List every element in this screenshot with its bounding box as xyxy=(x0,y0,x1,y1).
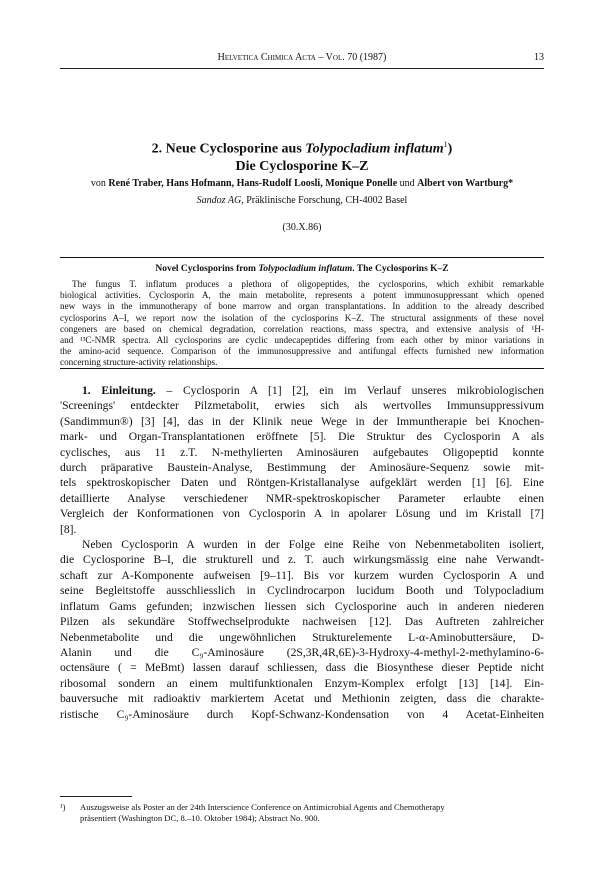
abstract-body xyxy=(60,279,544,369)
journal-name: Helvetica Chimica Acta – Vol. 70 (1987) xyxy=(217,52,387,63)
body-line: detaillierte Analyse verschiedener NMR-spektroskopischer Parameter erlaubte einen xyxy=(60,491,544,505)
body-line: ribosomal sondern an einem multifunktionalen Enzym-Komplex erfolgt [13] [14]. Ein- xyxy=(60,676,544,690)
footnote-line: Auszugsweise als Poster an der 24th Interscience Conference on Antimicrobial Agents and Chemotherapy xyxy=(80,802,445,812)
body-line: Neben Cyclosporin A wurden in der Folge eine Reihe von Nebenmetaboliten isoliert, xyxy=(82,538,544,552)
body-line: ristische C₉-Aminosäure durch Kopf-Schwanz-Kondensation von 4 Acetat-Einheiten xyxy=(60,707,544,721)
body-line: schaft zur A-Komponente aufweisen [9–11]. Bis vor kurzem wurden Cyclosporin A und xyxy=(60,568,544,582)
body-line: [8]. xyxy=(60,522,77,536)
section-heading: 1. Einleitung. xyxy=(82,384,156,397)
body-line: Vergleich der Konformationen von Cyclosporin A in apolarer Lösung und im Kristall [7] xyxy=(60,507,544,521)
body-line: tels spektroskopischer Daten und Röntgen-Kristallanalyse aufgeklärt werden [1] [6]. Eine xyxy=(60,476,544,490)
body-line: inflatum Gams gefunden; inzwischen liessen sich Cyclosporine auch in anderen niederen xyxy=(60,599,544,613)
abstract-title: Novel Cyclosporins from Tolypocladium inflatum. The Cyclosporins K–Z xyxy=(155,264,449,274)
author-list: von René Traber, Hans Hofmann, Hans-Rudolf Loosli, Monique Ponelle und Albert von Wartburg* xyxy=(90,178,514,189)
species-name: Tolypocladium inflatum xyxy=(305,141,444,157)
title-line-1: 2. Neue Cyclosporine aus Tolypocladium inflatum$^1$) xyxy=(151,140,453,157)
abstract-rule-bottom xyxy=(60,368,544,369)
body-line: (Sandimmun®) [3] [4], das in der Klinik neue Wege in der Immuntherapie bei Knochen- xyxy=(60,414,544,428)
article-title xyxy=(60,136,544,175)
body-line: die Cyclosporine B–I, die strukturell und z. T. auch wirkungsmässig eine nahe Verwandt- xyxy=(60,553,544,567)
body-line: durch präparative Baustein-Analyse, Bestimmung der Aminosäure-Sequenz sowie mit- xyxy=(60,461,544,475)
abstract-line: congeners are based on chemical degradation, correlation reactions, mass spectra, and extensive analysis of ¹H- xyxy=(60,323,544,334)
footnote-line: präsentiert (Washington DC, 8.–10. Oktober 1984); Abstract No. 900. xyxy=(80,813,320,823)
body-line: 1. Einleitung. – Cyclosporin A [1] [2], ein im Verlauf unseres mikrobiologischen xyxy=(82,384,544,397)
abstract-line: new ways in the immunotherapy of bone marrow and organ transplantations. In addition to the already described xyxy=(60,301,544,312)
body-line: cyclisches, aus 11 z.T. N-methylierten Aminosäuren aufgebautes Oligopeptid konnte xyxy=(60,445,544,459)
abstract-line: concerning structure-activity relationships. xyxy=(60,357,218,368)
body-line: Nebenmetabolite und die ungewöhnlichen Strukturelemente L-α-Aminobuttersäure, D- xyxy=(60,630,544,644)
abstract-line: cyclosporins A–I, we report now the isolation of the cyclosporins K–Z. The structural assignments of these novel xyxy=(60,312,544,323)
body-line: 'Screenings' entdeckter Pilzmetabolit, erwies sich als wertvolles Immunsuppressivum xyxy=(60,399,544,413)
footnote-marker: ¹) xyxy=(60,802,66,812)
body-line: Pilzen als sekundäre Stoffwechselprodukte nachweisen [12]. Das Auftreten zahlreicher xyxy=(60,615,544,629)
page-number: 13 xyxy=(534,52,544,63)
abstract-rule-top xyxy=(60,257,544,258)
body-line: octensäure ( = MeBmt) lassen darauf schliessen, dass die Biosynthese dieser Peptide nicht xyxy=(60,661,544,675)
abstract-line: The fungus T. inflatum produces a plethora of oligopeptides, the cyclosporins, which exhibit remarkable xyxy=(72,279,544,289)
abstract-line: biological activities. Cyclosporin A, the main metabolite, represents a potent immunosuppressant which opened xyxy=(60,290,544,301)
footnote-rule xyxy=(60,796,132,797)
abstract-line: the amino-acid sequence. Comparison of the immunosuppressive and antifungal effects furnished new information xyxy=(60,346,544,357)
body-line: bauversuche mit radioaktiv markiertem Acetat und Methionin zeigten, dass die charakte- xyxy=(60,692,544,706)
body-line: mark- und Organ-Transplantationen eröffnete [5]. Die Struktur des Cyclosporin A als xyxy=(60,430,544,444)
affiliation: Sandoz AG, Präklinische Forschung, CH-4002 Basel xyxy=(196,195,408,206)
received-date: (30.X.86) xyxy=(282,222,322,233)
body-line: Alanin und die C₉-Aminosäure (2S,3R,4R,6E)-3-Hydroxy-4-methyl-2-methylamino-6- xyxy=(60,645,544,659)
title-line-2: Die Cyclosporine K–Z xyxy=(235,158,369,174)
abstract-line: and ¹³C-NMR spectra. All cyclosporins are cyclic undecapeptides differing from each other by minor variations in xyxy=(60,335,544,346)
body-text xyxy=(60,383,544,722)
header-rule xyxy=(60,68,544,69)
title-footnote-marker[interactable]: 1 xyxy=(443,140,448,149)
body-line: seine Begleitstoffe ausschliesslich in Cyclindrocarpon lucidum Booth und Tolypocladium xyxy=(60,584,544,598)
